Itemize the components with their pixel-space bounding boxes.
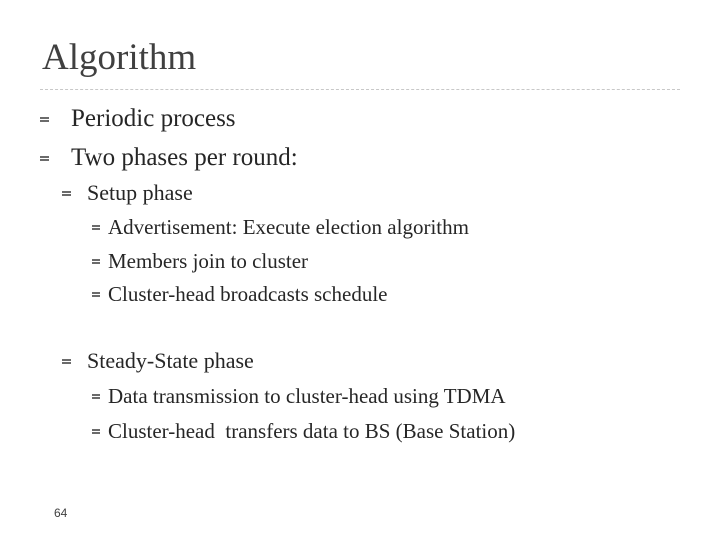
- bullet-steady-state-phase: [62, 348, 254, 374]
- bullet-text: Data transmission to cluster-head using TDMA: [108, 384, 506, 408]
- bullet-marker-icon: [62, 189, 71, 198]
- page-number: 64: [54, 506, 68, 520]
- bullet-marker-icon: [40, 115, 49, 124]
- bullet-text: Setup phase: [87, 180, 193, 205]
- bullet-steady-item: [92, 384, 506, 409]
- bullet-text: Advertisement: Execute election algorithm: [108, 215, 469, 239]
- title-divider: [40, 89, 680, 90]
- bullet-setup-phase: [62, 180, 193, 206]
- bullet-marker-icon: [92, 224, 100, 232]
- bullet-text: Periodic process: [71, 105, 236, 132]
- bullet-setup-item: [92, 215, 469, 240]
- bullet-marker-icon: [92, 393, 100, 401]
- bullet-setup-item: [92, 249, 308, 274]
- bullet-text: Cluster-head broadcasts schedule: [108, 282, 388, 306]
- bullet-steady-item: [92, 419, 515, 444]
- slide-title: Algorithm: [42, 37, 197, 78]
- bullet-text: Two phases per round:: [71, 144, 298, 171]
- bullet-marker-icon: [92, 428, 100, 436]
- bullet-periodic-process: [40, 104, 236, 134]
- bullet-marker-icon: [40, 154, 49, 163]
- bullet-two-phases: [40, 143, 298, 173]
- bullet-text: Cluster-head transfers data to BS (Base Station): [108, 419, 516, 443]
- bullet-setup-item: [92, 282, 387, 307]
- bullet-text: Members join to cluster: [108, 249, 309, 273]
- bullet-text: Steady-State phase: [87, 348, 254, 373]
- bullet-marker-icon: [62, 357, 71, 366]
- bullet-marker-icon: [92, 258, 100, 266]
- bullet-marker-icon: [92, 291, 100, 299]
